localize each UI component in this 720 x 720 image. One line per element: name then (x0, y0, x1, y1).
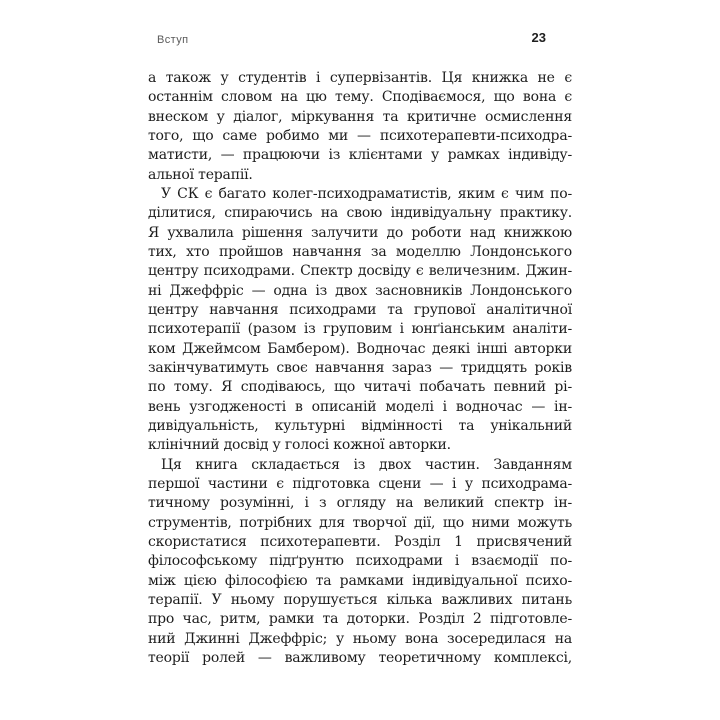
text-line: центру навчання психодрами та групової аналітичної (148, 301, 572, 318)
paragraph (148, 456, 572, 669)
text-line: скористатися психотерапевти. Розділ 1 присвячений (148, 533, 572, 550)
text-line: клінічний досвід у голосі кожної авторки. (148, 437, 451, 454)
text-line: по тому. Я сподіваюсь, що читачі побачать певний рі- (148, 379, 572, 396)
text-line: а також у студентів і супервізантів. Ця книжка не є (148, 70, 572, 86)
page-number: 23 (531, 30, 546, 45)
text-line: Я ухвалила рішення залучити до роботи над книжкою (148, 224, 572, 241)
text-line: про час, ритм, рамки та доторки. Розділ 2 підготовле- (148, 611, 572, 628)
text-line: терапії. У ньому порушується кілька важливих питань (148, 591, 572, 608)
text-line: вень узгодженості в описаній моделі і водночас — ін- (148, 398, 572, 415)
text-line: останнім словом на цю тему. Сподіваємося, що вона є (148, 89, 572, 106)
text-line: ділитися, спираючись на свою індивідуальну практику. (148, 205, 572, 222)
text-line: Ця книга складається із двох частин. Завданням (161, 456, 572, 473)
text-line: внеском у діалог, міркування та критичне осмислення (148, 108, 572, 125)
text-line: першої частини є підготовка сцени — і у психодрама- (148, 475, 572, 492)
text-line: філософському підґрунтю психодрами і взаємодії по- (148, 553, 572, 570)
text-line: У СК є багато колег-психодраматистів, яким є чим по- (161, 185, 572, 202)
text-line: психотерапії (разом із груповим і юнґіанським аналіти- (148, 321, 572, 338)
text-line: між цією філософією та рамками індивідуальної психо- (148, 572, 572, 589)
text-line: ний Джинні Джеффріс; у ньому вона зосередилася на (148, 630, 572, 647)
text-line: струментів, потрібних для творчої дії, що ними можуть (148, 514, 572, 531)
text-line: центру психодрами. Спектр досвіду є величезним. Джин- (148, 263, 572, 280)
text-line: ком Джеймсом Бамбером). Водночас деякі інші авторки (148, 340, 572, 357)
text-line: альної терапії. (148, 166, 253, 183)
text-line: тих, хто пройшов навчання за моделлю Лондонського (148, 243, 572, 260)
text-block (148, 69, 572, 668)
text-line: дивідуальність, культурні відмінності та унікальний (148, 417, 572, 434)
paragraph (148, 69, 572, 185)
text-line: теорії ролей — важливому теоретичному комплексі, (148, 649, 572, 666)
paragraph (148, 185, 572, 456)
text-line: закінчуватимуть своє навчання зараз — тридцять років (148, 359, 572, 376)
text-line: того, що саме робимо ми — психотерапевти-психодра- (148, 127, 572, 144)
text-line: матисти, — працюючи із клієнтами у рамках індивіду- (148, 147, 572, 164)
text-line: тичному розумінні, і з огляду на великий спектр ін- (148, 495, 572, 512)
text-line: ні Джеффріс — одна із двох засновників Лондонського (148, 282, 572, 299)
running-header-title: Вступ (157, 34, 189, 46)
